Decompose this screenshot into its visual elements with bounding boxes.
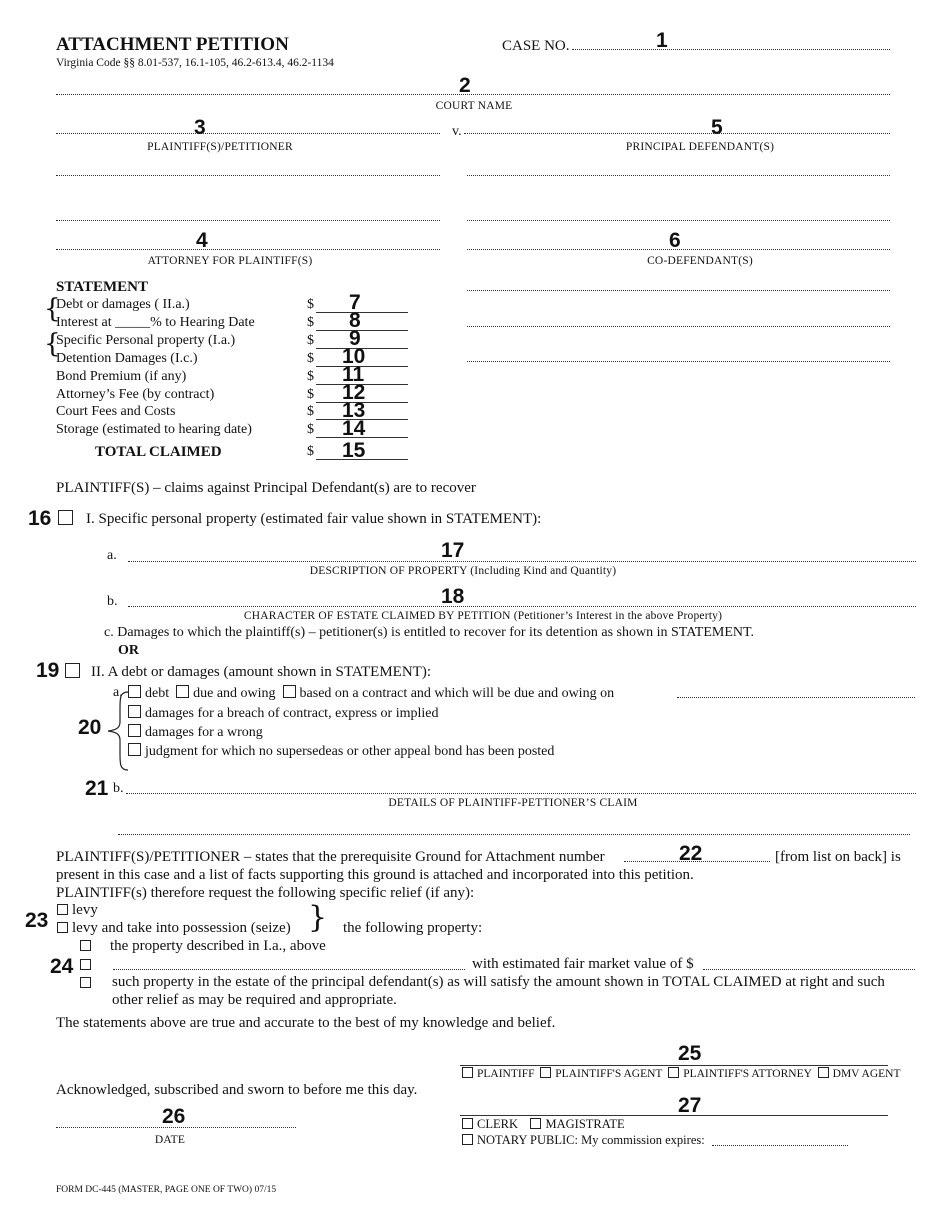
- grouping-brace-icon: [102, 690, 132, 772]
- prop-ia-label: the property described in I.a., above: [110, 938, 326, 954]
- field-marker-25: 25: [678, 1042, 702, 1065]
- due-owing-checkbox[interactable]: [176, 685, 189, 698]
- clerk-label: CLERK: [477, 1117, 518, 1131]
- estate-character-caption: CHARACTER OF ESTATE CLAIMED BY PETITION (Petitioner’s Interest in the above Property): [243, 610, 723, 622]
- statement-heading: STATEMENT: [56, 279, 148, 295]
- due-date-field[interactable]: [677, 697, 915, 698]
- statement-row-personal-property: Specific Personal property (I.a.): [56, 333, 236, 348]
- estate-line-1: such property in the estate of the principal defendant(s) as will satisfy the amount shown in TOTAL CLAIMED at right and such: [112, 974, 885, 990]
- levy-checkbox[interactable]: [57, 904, 68, 915]
- notary-checkbox[interactable]: [462, 1134, 473, 1145]
- field-marker-10: 10: [342, 345, 366, 368]
- field-marker-1: 1: [656, 29, 668, 52]
- acknowledged-text: Acknowledged, subscribed and sworn to before me this day.: [56, 1082, 418, 1098]
- principal-defendant-field-3[interactable]: [467, 220, 890, 221]
- co-defendant-field-4[interactable]: [467, 361, 890, 362]
- dmv-checkbox[interactable]: [818, 1067, 829, 1078]
- magistrate-label: MAGISTRATE: [545, 1117, 625, 1131]
- co-defendant-caption: CO-DEFENDANT(S): [647, 255, 753, 267]
- field-marker-17: 17: [441, 539, 465, 562]
- ground-line-2: present in this case and a list of facts supporting this ground is attached and incorporated into this petition.: [56, 867, 694, 883]
- field-marker-14: 14: [342, 417, 366, 440]
- statement-row-attorney-fee: Attorney’s Fee (by contract): [56, 387, 215, 402]
- court-name-field[interactable]: [56, 94, 890, 95]
- levy-seize-label: levy and take into possession (seize): [72, 920, 291, 936]
- field-marker-19: 19: [36, 659, 60, 682]
- magistrate-checkbox[interactable]: [530, 1118, 541, 1129]
- field-marker-3: 3: [194, 116, 206, 139]
- field-marker-12: 12: [342, 381, 366, 404]
- section-2-label: II. A debt or damages (amount shown in STATEMENT):: [91, 664, 431, 680]
- statement-total-label: TOTAL CLAIMED: [95, 444, 222, 460]
- contract-checkbox[interactable]: [283, 685, 296, 698]
- claims-intro: PLAINTIFF(S) – claims against Principal Defendant(s) are to recover: [56, 480, 476, 496]
- plaintiff-caption: PLAINTIFF(S)/PETITIONER: [147, 141, 293, 153]
- contract-label: based on a contract and which will be due and owing on: [299, 686, 615, 701]
- breach-label: damages for a breach of contract, express or implied: [145, 706, 439, 721]
- field-marker-8: 8: [349, 309, 361, 332]
- co-defendant-field-3[interactable]: [467, 326, 890, 327]
- dollar-sign: $: [307, 315, 314, 330]
- case-no-field[interactable]: [572, 49, 890, 50]
- levy-row: [57, 902, 98, 919]
- principal-defendant-field-2[interactable]: [467, 175, 890, 176]
- dollar-sign: $: [307, 297, 314, 312]
- wrong-label: damages for a wrong: [145, 725, 263, 740]
- agent-checkbox[interactable]: [540, 1067, 551, 1078]
- claim-details-field[interactable]: [126, 793, 916, 794]
- field-marker-27: 27: [678, 1094, 702, 1117]
- field-marker-18: 18: [441, 585, 465, 608]
- item-b-label: b.: [107, 594, 118, 609]
- statement-row-storage: Storage (estimated to hearing date): [56, 422, 252, 437]
- judgment-label: judgment for which no supersedeas or other appeal bond has been posted: [145, 744, 555, 759]
- date-caption: DATE: [154, 1134, 186, 1146]
- prop-ia-row: [80, 938, 326, 955]
- versus-label: v.: [452, 124, 462, 139]
- commission-expiry-field[interactable]: [712, 1145, 848, 1146]
- attorney-caption: ATTORNEY FOR PLAINTIFF(S): [147, 255, 313, 267]
- statement-row-interest: Interest at _____% to Hearing Date: [56, 315, 255, 330]
- property-description-field[interactable]: [128, 561, 916, 562]
- form-title: ATTACHMENT PETITION: [56, 34, 289, 55]
- item-a2-label: a.: [113, 685, 123, 700]
- fair-value-label: with estimated fair market value of $: [472, 956, 694, 972]
- levy-brace: }: [308, 900, 328, 935]
- section-1-label: I. Specific personal property (estimated fair value shown in STATEMENT):: [86, 511, 542, 527]
- dollar-sign: $: [307, 444, 314, 459]
- field-marker-22: 22: [679, 842, 703, 865]
- fair-value-field[interactable]: [703, 969, 915, 970]
- case-no-label: CASE NO.: [502, 38, 570, 54]
- fair-value-checkbox[interactable]: [80, 959, 91, 970]
- estate-line-2: other relief as may be required and appropriate.: [112, 992, 397, 1008]
- clerk-checkbox[interactable]: [462, 1118, 473, 1129]
- statement-row-debt: Debt or damages ( II.a.): [56, 297, 190, 312]
- ground-line-1a: PLAINTIFF(S)/PETITIONER – states that the prerequisite Ground for Attachment number: [56, 849, 605, 865]
- signature-field[interactable]: [460, 1065, 888, 1066]
- breach-row: [128, 705, 439, 722]
- form-footer: FORM DC-445 (MASTER, PAGE ONE OF TWO) 07/15: [56, 1185, 277, 1195]
- ground-line-3: PLAINTIFF(s) therefore request the following specific relief (if any):: [56, 885, 475, 901]
- dollar-sign: $: [307, 387, 314, 402]
- signer-role-row: [462, 1067, 901, 1080]
- plaintiff-field[interactable]: [56, 133, 440, 134]
- brace-left-top: {: [44, 294, 61, 324]
- claim-details-caption: DETAILS OF PLAINTIFF-PETTIONER’S CLAIM: [388, 797, 638, 809]
- principal-defendant-field[interactable]: [464, 133, 890, 134]
- plaintiff-field-2[interactable]: [56, 175, 440, 176]
- dmv-role-label: DMV AGENT: [832, 1068, 901, 1080]
- levy-seize-checkbox[interactable]: [57, 922, 68, 933]
- section-1-checkbox[interactable]: [58, 510, 73, 525]
- dollar-sign: $: [307, 404, 314, 419]
- section-2-checkbox[interactable]: [65, 663, 80, 678]
- field-marker-7: 7: [349, 291, 361, 314]
- amount-debt-field[interactable]: [316, 312, 408, 313]
- co-defendant-field-2[interactable]: [467, 290, 890, 291]
- levy-label: levy: [72, 902, 98, 918]
- ground-line-1b: [from list on back] is: [775, 849, 901, 865]
- attorney-field[interactable]: [56, 249, 440, 250]
- principal-defendant-caption: PRINCIPAL DEFENDANT(S): [625, 141, 775, 153]
- judgment-row: [128, 743, 554, 760]
- item-c-text: c. Damages to which the plaintiff(s) – petitioner(s) is entitled to recover for its detention as shown in STATEMENT.: [104, 625, 754, 640]
- brace-left-bottom: {: [44, 329, 61, 359]
- notary-label: NOTARY PUBLIC: My commission expires:: [477, 1133, 705, 1147]
- amount-interest-field[interactable]: [316, 330, 408, 331]
- true-statement: The statements above are true and accurate to the best of my knowledge and belief.: [56, 1015, 556, 1031]
- claim-details-field-2[interactable]: [118, 834, 910, 835]
- plaintiff-field-3[interactable]: [56, 220, 440, 221]
- attorney-checkbox[interactable]: [668, 1067, 679, 1078]
- dollar-sign: $: [307, 422, 314, 437]
- wrong-row: [128, 724, 263, 741]
- other-property-field[interactable]: [113, 969, 465, 970]
- field-marker-13: 13: [342, 399, 366, 422]
- field-marker-23: 23: [25, 909, 49, 932]
- item-a-label: a.: [107, 548, 117, 563]
- statement-row-bond: Bond Premium (if any): [56, 369, 187, 384]
- field-marker-4: 4: [196, 229, 208, 252]
- field-marker-5: 5: [711, 116, 723, 139]
- field-marker-24: 24: [50, 955, 74, 978]
- field-marker-15: 15: [342, 439, 366, 462]
- statement-row-court-fees: Court Fees and Costs: [56, 404, 176, 419]
- field-marker-16: 16: [28, 507, 52, 530]
- prop-ia-checkbox[interactable]: [80, 940, 91, 951]
- debt-options-row: [128, 685, 614, 702]
- due-owing-label: due and owing: [193, 686, 276, 701]
- following-property-label: the following property:: [343, 920, 483, 936]
- debt-label: debt: [145, 686, 170, 701]
- agent-role-label: PLAINTIFF'S AGENT: [555, 1068, 663, 1080]
- statement-row-detention: Detention Damages (I.c.): [56, 351, 198, 366]
- estate-checkbox[interactable]: [80, 977, 91, 988]
- officer-role-row: [462, 1117, 625, 1132]
- attorney-role-label: PLAINTIFF'S ATTORNEY: [683, 1068, 812, 1080]
- field-marker-11: 11: [342, 363, 365, 386]
- field-marker-21: 21: [85, 777, 109, 800]
- notary-row: [462, 1133, 705, 1148]
- field-marker-9: 9: [349, 327, 361, 350]
- property-description-caption: DESCRIPTION OF PROPERTY (Including Kind and Quantity): [309, 565, 617, 577]
- field-marker-26: 26: [162, 1105, 186, 1128]
- field-marker-6: 6: [669, 229, 681, 252]
- date-field[interactable]: [56, 1127, 296, 1128]
- dollar-sign: $: [307, 351, 314, 366]
- or-label: OR: [118, 643, 139, 658]
- code-citation: Virginia Code §§ 8.01-537, 16.1-105, 46.2-613.4, 46.2-1134: [56, 57, 334, 69]
- plaintiff-role-label: PLAINTIFF: [477, 1068, 535, 1080]
- field-marker-2: 2: [459, 74, 471, 97]
- field-marker-20: 20: [78, 716, 102, 739]
- dollar-sign: $: [307, 369, 314, 384]
- levy-seize-row: [57, 920, 291, 937]
- item-b2-label: b.: [113, 781, 124, 796]
- plaintiff-checkbox[interactable]: [462, 1067, 473, 1078]
- dollar-sign: $: [307, 333, 314, 348]
- court-name-caption: COURT NAME: [435, 100, 513, 112]
- officer-signature-field[interactable]: [460, 1115, 888, 1116]
- estate-character-field[interactable]: [128, 606, 916, 607]
